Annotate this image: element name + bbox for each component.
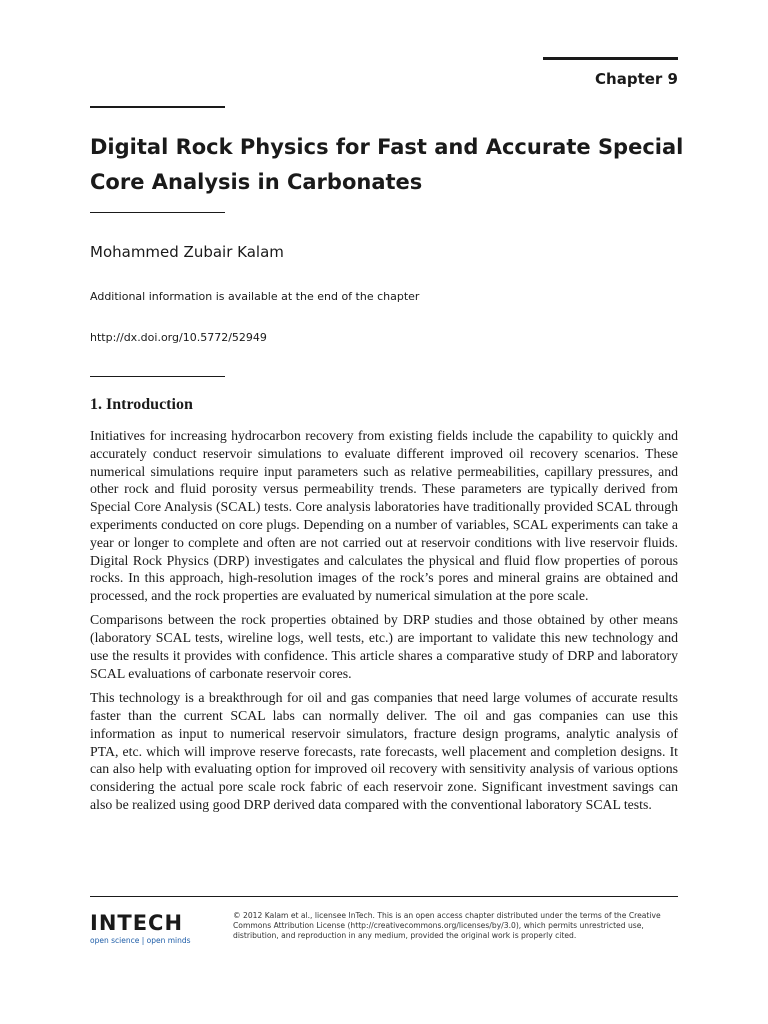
- title-top-rule: [90, 106, 225, 108]
- footer-rule: [90, 896, 678, 897]
- section-body: [90, 427, 678, 820]
- logo-tagline: open science | open minds: [90, 936, 191, 945]
- intech-logo: [90, 912, 191, 945]
- section-heading: 1. Introduction: [90, 396, 193, 413]
- author-name: Mohammed Zubair Kalam: [90, 243, 284, 261]
- paragraph: Comparisons between the rock properties obtained by DRP studies and those obtained by other means (laboratory SCAL tests, wireline logs, well tests, etc.) are important to validate this new technology and use the results it provides with confidence. This article shares a comparative study of DRP and laboratory SCAL evaluations of carbonate reservoir cores.: [90, 612, 678, 681]
- chapter-label: Chapter 9: [595, 70, 678, 88]
- section-rule: [90, 376, 225, 377]
- logo-text: INTECH: [90, 911, 184, 935]
- additional-info: Additional information is available at the end of the chapter: [90, 290, 420, 303]
- paragraph: Initiatives for increasing hydrocarbon recovery from existing fields include the capability to quickly and accurately conduct reservoir simulations to evaluate different improved oil recovery scenarios. These numerical simulations require input parameters such as relative permeabilities, capillary pressures, and other rock and fluid porosity versus permeability trends. These parameters are typically derived from Special Core Analysis (SCAL) tests. Core analysis laboratories have traditionally provided SCAL through experiments conducted on core plugs. Depending on a number of variables, SCAL experiments can take a year or longer to complete and often are not carried out at reservoir conditions with live reservoir fluids. Digital Rock Physics (DRP) investigates and calculates the physical and fluid flow properties of porous rocks. In this approach, high-resolution images of the rock’s pores and mineral grains are obtained and processed, and the rock properties are evaluated by numerical simulation at the pore scale.: [90, 428, 678, 604]
- chapter-rule: [543, 57, 678, 60]
- license-text: © 2012 Kalam et al., licensee InTech. This is an open access chapter distributed under the terms of the Creative Commons Attribution License (http://creativecommons.org/licenses/by/3.0), which permits unrestricted use, distribution, and reproduction in any medium, provided the original work is properly cited.: [233, 911, 661, 940]
- doi-link[interactable]: http://dx.doi.org/10.5772/52949: [90, 331, 267, 344]
- paragraph: This technology is a breakthrough for oil and gas companies that need large volumes of accurate results faster than the current SCAL labs can normally deliver. The oil and gas companies can use this information as input to numerical reservoir simulators, fracture design programs, analytic analysis of PTA, etc. which will improve reserve forecasts, rate forecasts, well placement and completion designs. It can also help with evaluating option for improved oil recovery with sensitivity analysis of various options considering the actual pore scale rock fabric of each reservoir zone. Significant investment savings can also be realized using good DRP derived data compared with the conventional laboratory SCAL tests.: [90, 690, 678, 812]
- title-bottom-rule: [90, 212, 225, 213]
- chapter-title: Digital Rock Physics for Fast and Accurate Special Core Analysis in Carbonates: [90, 135, 684, 194]
